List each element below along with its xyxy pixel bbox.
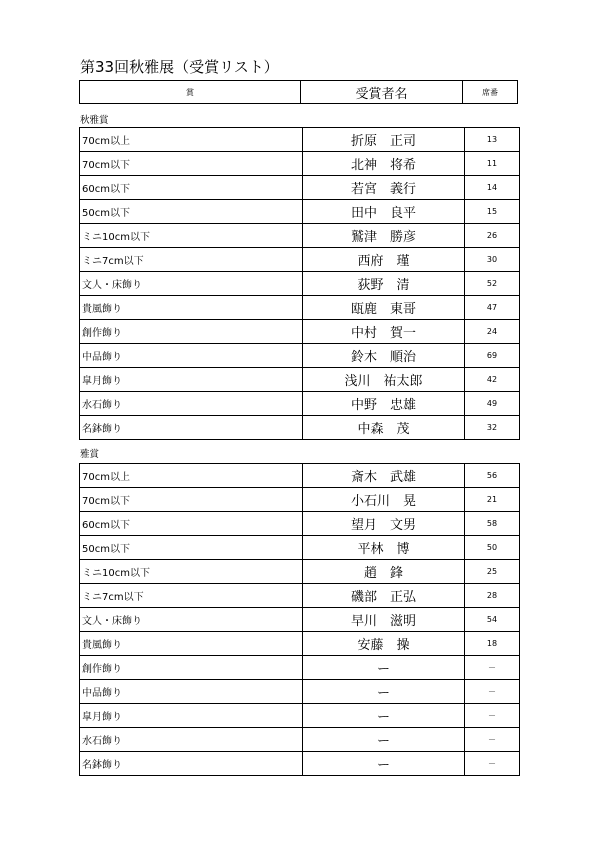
table-row xyxy=(80,512,520,536)
table-row xyxy=(80,728,520,752)
award-category: 水石飾り xyxy=(80,728,303,752)
award-category: 中品飾り xyxy=(80,680,303,704)
table-row xyxy=(80,368,520,392)
seat-number: 24 xyxy=(465,320,520,344)
recipient-name: 磯部 正弘 xyxy=(303,584,465,608)
table-row xyxy=(80,344,520,368)
table-row xyxy=(80,128,520,152)
award-category: 50cm以下 xyxy=(80,200,303,224)
table-row xyxy=(80,320,520,344)
seat-number: 58 xyxy=(465,512,520,536)
award-category: ミニ10cm以下 xyxy=(80,224,303,248)
seat-number: 42 xyxy=(465,368,520,392)
table-row xyxy=(80,680,520,704)
header-row xyxy=(80,81,518,104)
recipient-name: 安藤 操 xyxy=(303,632,465,656)
recipient-name: 若宮 義行 xyxy=(303,176,465,200)
recipient-name: 早川 滋明 xyxy=(303,608,465,632)
table-row xyxy=(80,488,520,512)
recipient-name: 瓯鹿 東哥 xyxy=(303,296,465,320)
table-row xyxy=(80,152,520,176)
award-category: ミニ7cm以下 xyxy=(80,584,303,608)
seat-number: 18 xyxy=(465,632,520,656)
header-seat: 席番 xyxy=(463,81,518,104)
award-category: 貴風飾り xyxy=(80,632,303,656)
table-row xyxy=(80,176,520,200)
seat-number: 50 xyxy=(465,536,520,560)
column-header-table xyxy=(79,80,518,104)
recipient-name: 斎木 武雄 xyxy=(303,464,465,488)
recipient-name: 荻野 清 xyxy=(303,272,465,296)
recipient-name: 平林 博 xyxy=(303,536,465,560)
seat-number: 30 xyxy=(465,248,520,272)
recipient-name: ー xyxy=(303,680,465,704)
award-category: ミニ10cm以下 xyxy=(80,560,303,584)
recipient-name: ー xyxy=(303,704,465,728)
recipient-name: 中野 忠雄 xyxy=(303,392,465,416)
recipient-name: 田中 良平 xyxy=(303,200,465,224)
award-category: 文人・床飾り xyxy=(80,272,303,296)
seat-number: 15 xyxy=(465,200,520,224)
award-category: 創作飾り xyxy=(80,656,303,680)
page-title: 第33回秋雅展（受賞リスト） xyxy=(80,58,279,76)
recipient-name: 鷲津 勝彦 xyxy=(303,224,465,248)
seat-number: 21 xyxy=(465,488,520,512)
award-category: 貴風飾り xyxy=(80,296,303,320)
table-row xyxy=(80,560,520,584)
seat-number: 52 xyxy=(465,272,520,296)
section-label-ga-award: 雅賞 xyxy=(80,449,100,460)
award-category: 70cm以上 xyxy=(80,128,303,152)
seat-number: － xyxy=(465,656,520,680)
seat-number: 11 xyxy=(465,152,520,176)
seat-number: 25 xyxy=(465,560,520,584)
award-category: 創作飾り xyxy=(80,320,303,344)
recipient-name: 浅川 祐太郎 xyxy=(303,368,465,392)
award-category: 皐月飾り xyxy=(80,704,303,728)
recipient-name: 中村 賀一 xyxy=(303,320,465,344)
seat-number: 47 xyxy=(465,296,520,320)
recipient-name: 鈴木 順治 xyxy=(303,344,465,368)
table-row xyxy=(80,656,520,680)
seat-number: 32 xyxy=(465,416,520,440)
recipient-name: 趙 鋒 xyxy=(303,560,465,584)
table-row xyxy=(80,464,520,488)
recipient-name: 北神 将希 xyxy=(303,152,465,176)
award-category: 60cm以下 xyxy=(80,512,303,536)
award-category: 水石飾り xyxy=(80,392,303,416)
seat-number: － xyxy=(465,728,520,752)
award-category: 皐月飾り xyxy=(80,368,303,392)
award-category: 70cm以下 xyxy=(80,488,303,512)
seat-number: 69 xyxy=(465,344,520,368)
award-category: ミニ7cm以下 xyxy=(80,248,303,272)
award-category: 50cm以下 xyxy=(80,536,303,560)
recipient-name: ー xyxy=(303,728,465,752)
seat-number: － xyxy=(465,704,520,728)
table-row xyxy=(80,608,520,632)
header-recipient: 受賞者名 xyxy=(301,81,463,104)
seat-number: 13 xyxy=(465,128,520,152)
seat-number: － xyxy=(465,680,520,704)
table-row xyxy=(80,584,520,608)
award-category: 60cm以下 xyxy=(80,176,303,200)
seat-number: 26 xyxy=(465,224,520,248)
table-row xyxy=(80,272,520,296)
seat-number: 49 xyxy=(465,392,520,416)
seat-number: 56 xyxy=(465,464,520,488)
table-row xyxy=(80,248,520,272)
table-row xyxy=(80,704,520,728)
table-row xyxy=(80,200,520,224)
award-category: 70cm以下 xyxy=(80,152,303,176)
table-row xyxy=(80,632,520,656)
recipient-name: ー xyxy=(303,752,465,776)
award-category: 文人・床飾り xyxy=(80,608,303,632)
table-row xyxy=(80,392,520,416)
recipient-name: 折原 正司 xyxy=(303,128,465,152)
award-table-ga xyxy=(79,463,520,776)
recipient-name: 望月 文男 xyxy=(303,512,465,536)
seat-number: － xyxy=(465,752,520,776)
recipient-name: 中森 茂 xyxy=(303,416,465,440)
recipient-name: 西府 瑾 xyxy=(303,248,465,272)
award-category: 70cm以上 xyxy=(80,464,303,488)
header-category: 賞 xyxy=(80,81,301,104)
table-row xyxy=(80,416,520,440)
award-category: 名鉢飾り xyxy=(80,416,303,440)
table-row xyxy=(80,296,520,320)
table-row xyxy=(80,536,520,560)
section-label-shuuga-award: 秋雅賞 xyxy=(80,115,109,126)
seat-number: 54 xyxy=(465,608,520,632)
seat-number: 14 xyxy=(465,176,520,200)
table-row xyxy=(80,752,520,776)
award-category: 中品飾り xyxy=(80,344,303,368)
award-category: 名鉢飾り xyxy=(80,752,303,776)
award-table-shuuga xyxy=(79,127,520,440)
seat-number: 28 xyxy=(465,584,520,608)
recipient-name: ー xyxy=(303,656,465,680)
recipient-name: 小石川 晃 xyxy=(303,488,465,512)
table-row xyxy=(80,224,520,248)
